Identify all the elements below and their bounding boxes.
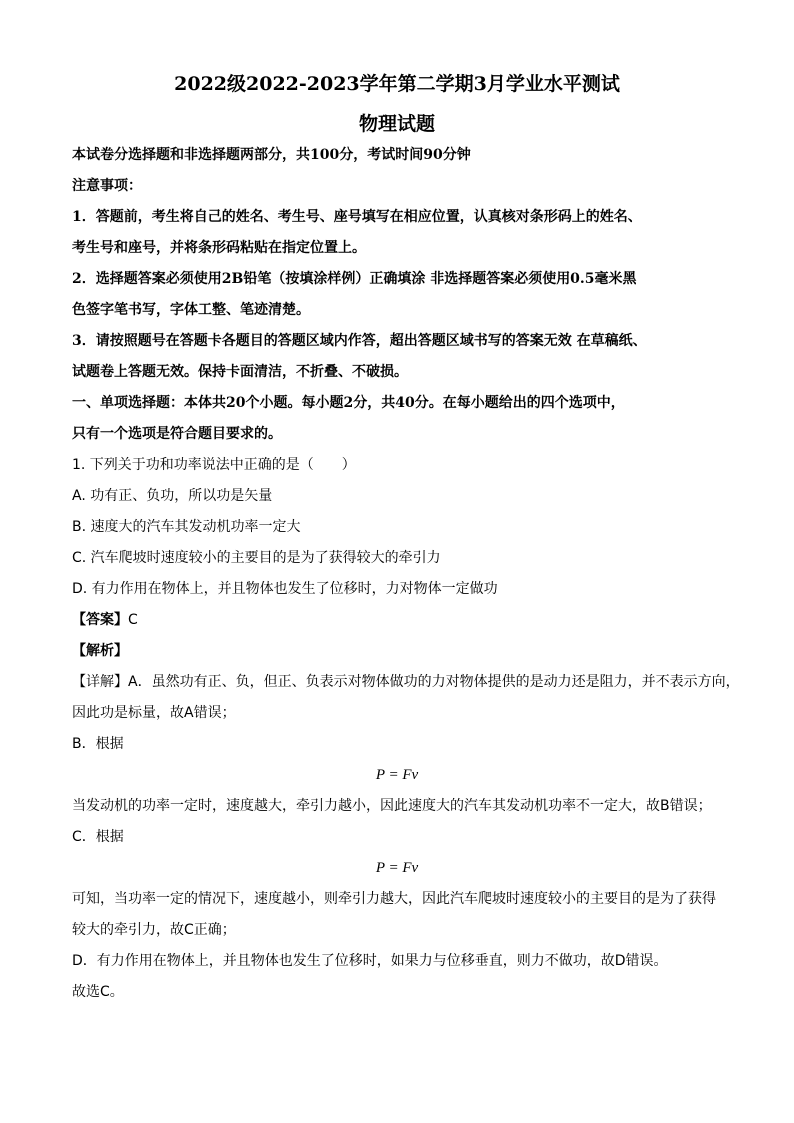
option-b-explanation: 当发动机的功率一定时，速度越大，牵引力越小，因此速度大的汽车其发动机功率不一定大，故B错误； (72, 798, 712, 814)
formula-power-b: P = Fv (375, 767, 419, 783)
answer-value: C (128, 612, 138, 628)
option-b: B. 速度大的汽车其发动机功率一定大 (72, 519, 301, 535)
option-c-basis: C．根据 (72, 829, 124, 845)
note-2-line-1: 2．选择题答案必须使用2B铅笔（按填涂样例）正确填涂 非选择题答案必须使用0.5毫米黑 (72, 271, 637, 287)
note-3-line-2: 试题卷上答题无效。保持卡面清洁，不折叠、不破损。 (72, 364, 408, 380)
answer-label: 【答案】 (72, 612, 128, 628)
note-2-line-2: 色签字笔书写，字体工整、笔迹清楚。 (72, 302, 310, 318)
formula-power-c: P = Fv (375, 860, 419, 876)
detail-line-1: 【详解】A．虽然功有正、负，但正、负表示对物体做功的力对物体提供的是动力还是阻力，并不表示方向， (72, 674, 740, 690)
exam-title: 2022级2022-2023学年第二学期3月学业水平测试 (174, 73, 620, 95)
detail-line-2: 因此功是标量，故A错误； (72, 705, 236, 721)
exam-subject: 物理试题 (358, 113, 435, 135)
notes-heading: 注意事项： (72, 178, 142, 194)
question-1-stem: 1. 下列关于功和功率说法中正确的是（ ） (72, 457, 356, 473)
option-c-explanation-line-2: 较大的牵引力，故C正确； (72, 922, 236, 938)
option-d-explanation: D．有力作用在物体上，并且物体也发生了位移时，如果力与位移垂直，则力不做功，故D错误。 (72, 953, 668, 969)
note-3-line-1: 3．请按照题号在答题卡各题目的答题区域内作答，超出答题区域书写的答案无效 在草稿纸、 (72, 333, 647, 349)
option-b-basis: B．根据 (72, 736, 124, 752)
note-1-line-1: 1．答题前，考生将自己的姓名、考生号、座号填写在相应位置，认真核对条形码上的姓名、 (72, 209, 642, 225)
option-c-explanation-line-1: 可知，当功率一定的情况下，速度越小，则牵引力越大，因此汽车爬坡时速度较小的主要目的是为了获得 (72, 891, 716, 907)
document-page (72, 62, 740, 1008)
conclusion: 故选C。 (72, 984, 124, 1000)
section-heading-line-2: 只有一个选项是符合题目要求的。 (72, 426, 282, 442)
note-1-line-2: 考生号和座号，并将条形码粘贴在指定位置上。 (72, 240, 366, 256)
option-a: A. 功有正、负功，所以功是矢量 (72, 488, 273, 504)
answer-line (72, 605, 722, 636)
option-c: C. 汽车爬坡时速度较小的主要目的是为了获得较大的牵引力 (72, 550, 441, 566)
section-heading-line-1: 一、单项选择题：本体共20个小题。每小题2分，共40分。在每小题给出的四个选项中， (72, 395, 625, 411)
analysis-label: 【解析】 (72, 643, 128, 659)
exam-intro: 本试卷分选择题和非选择题两部分，共100分，考试时间90分钟 (72, 147, 471, 163)
option-d: D. 有力作用在物体上，并且物体也发生了位移时，力对物体一定做功 (72, 581, 498, 597)
